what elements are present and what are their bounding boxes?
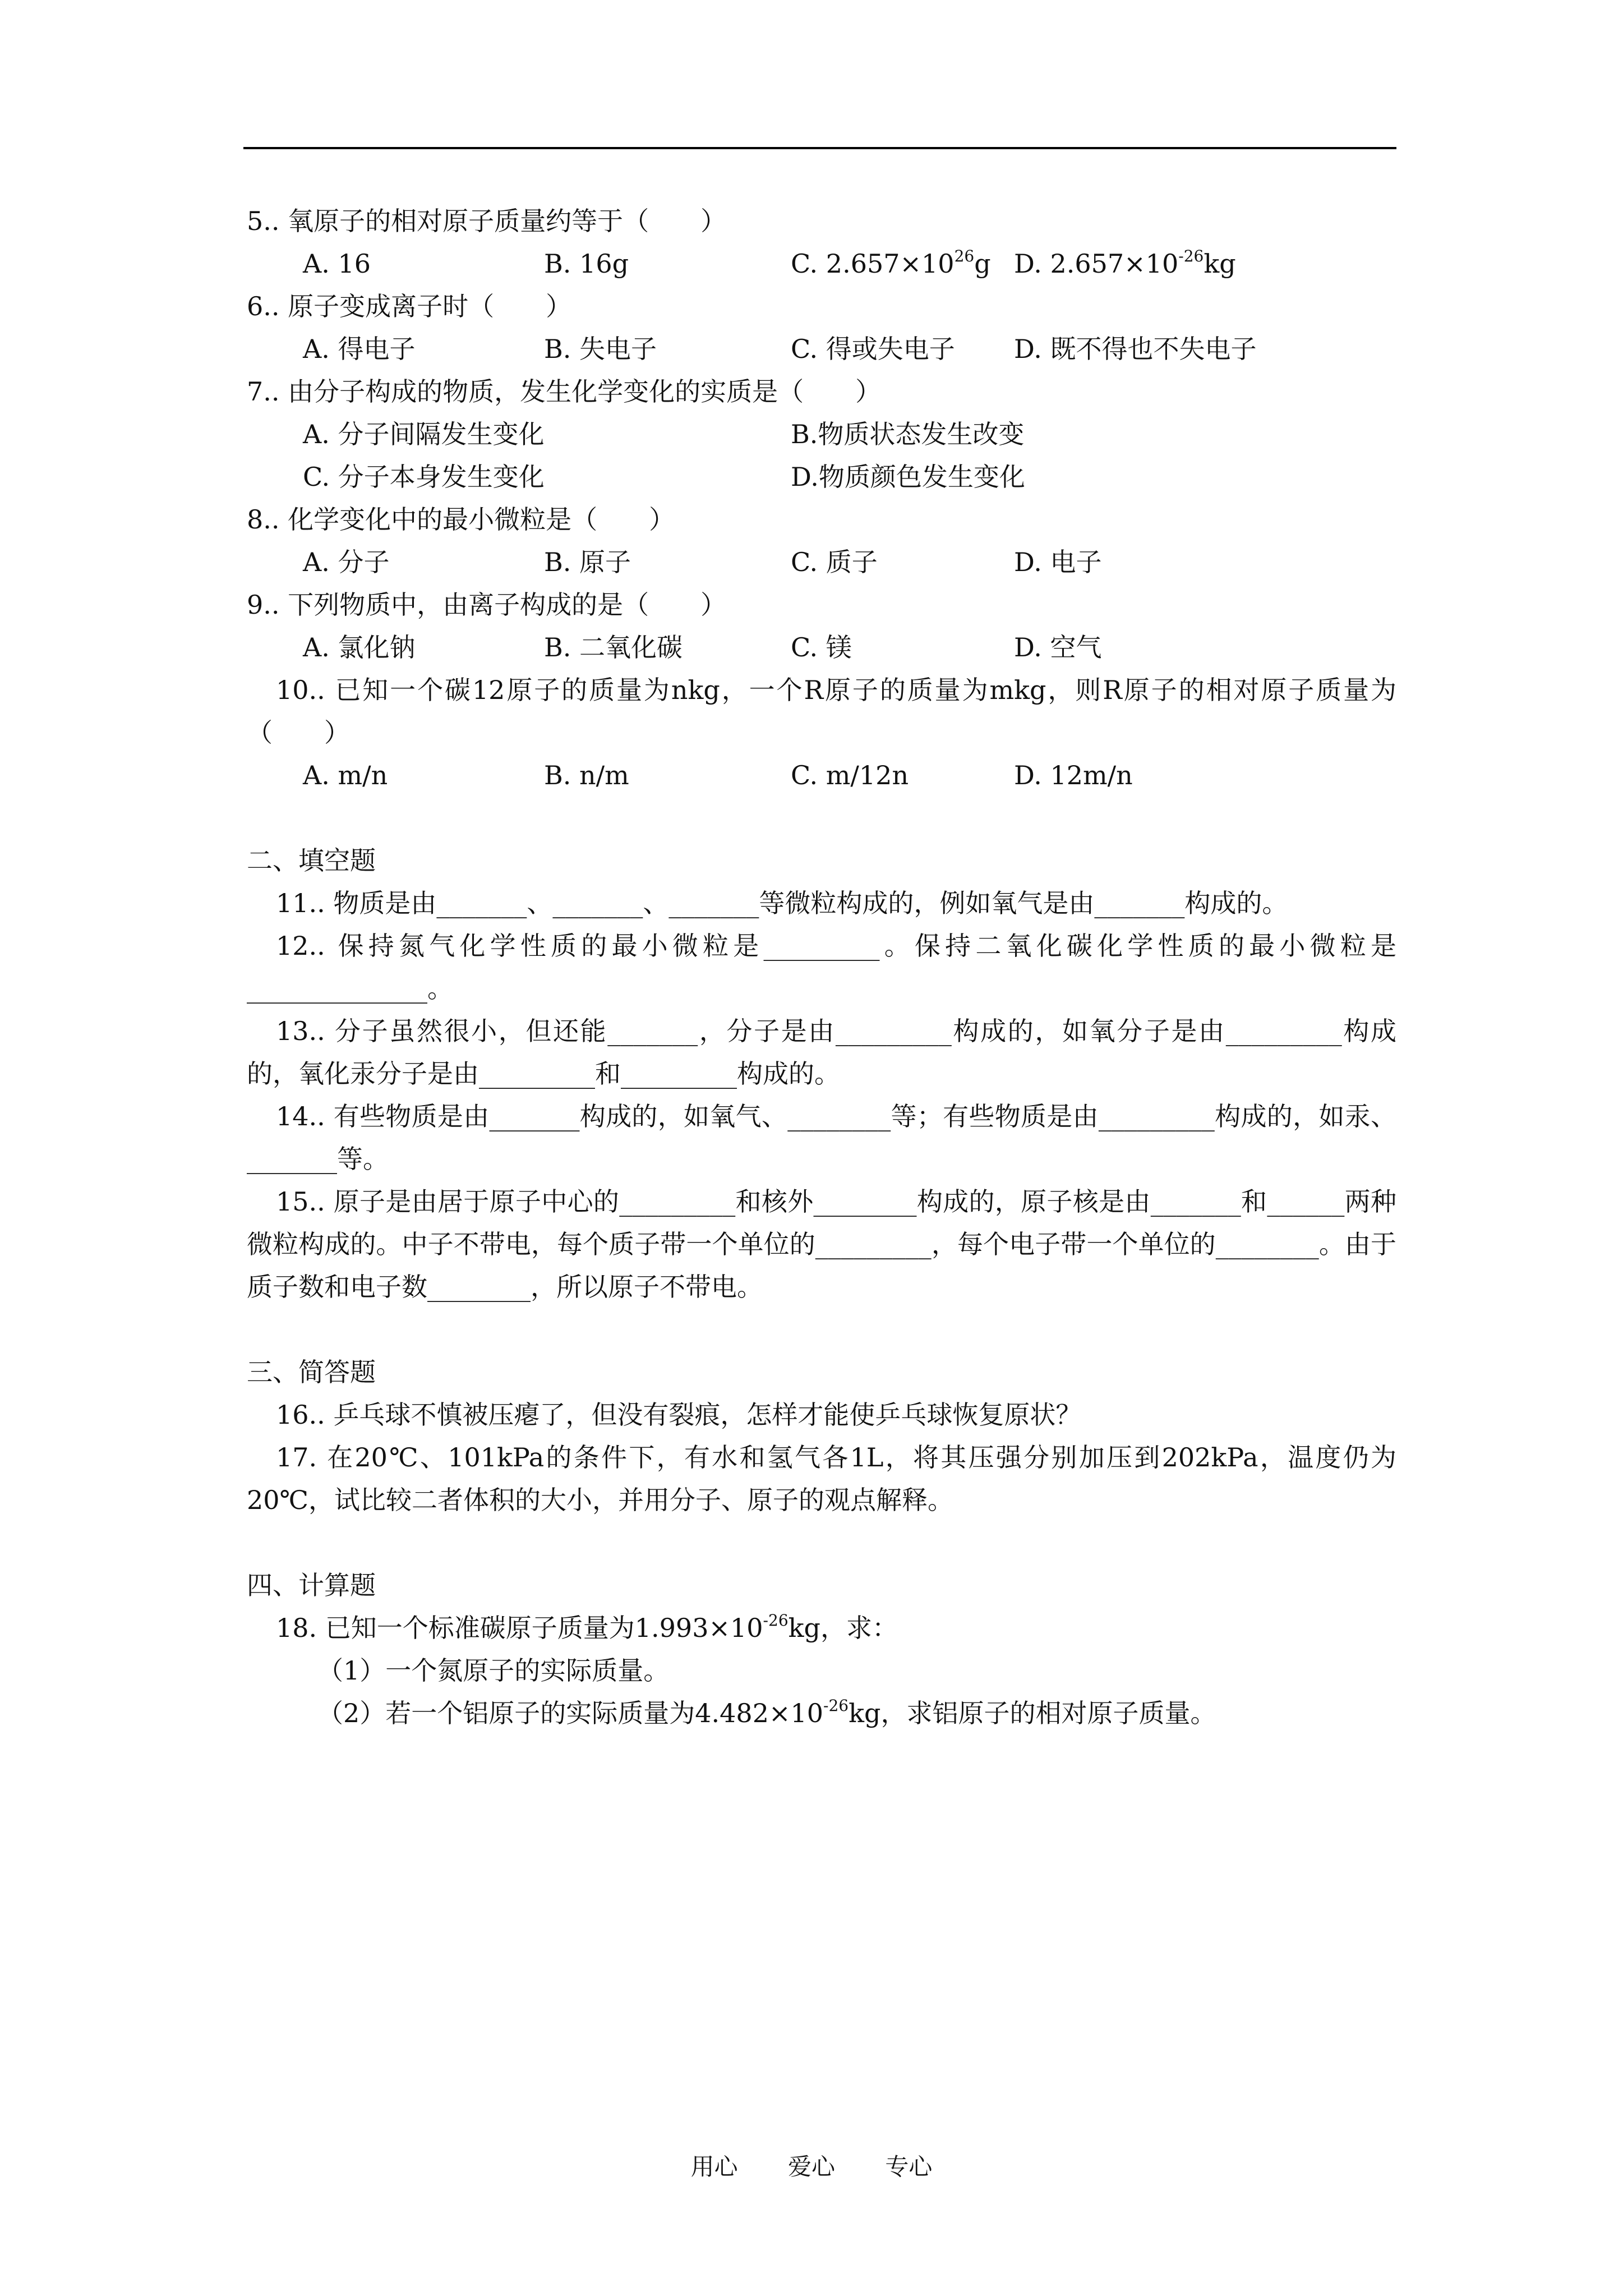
question-16: 16.. 乒乓球不慎被压瘪了，但没有裂痕，怎样才能使乒乓球恢复原状？ [276, 1400, 1082, 1430]
q10-option-b: B. n/m [544, 760, 629, 790]
question-6-stem: 6.. 原子变成离子时（ ） [247, 291, 572, 321]
q9-option-c: C. 镁 [791, 632, 852, 662]
question-12: 12.. 保持氮气化学性质的最小微粒是_________。保持二氧化碳化学性质的最小微粒是______________。 [247, 931, 1396, 1004]
question-10-options [247, 754, 1396, 797]
q8-option-a: A. 分子 [303, 547, 390, 577]
q6-option-d: D. 既不得也不失电子 [1014, 334, 1257, 364]
q8-option-c: C. 质子 [791, 547, 878, 577]
question-13: 13.. 分子虽然很小，但还能_______，分子是由_________构成的，如氧分子是由_________构成的，氧化汞分子是由_________和_________构成的。 [247, 1016, 1396, 1089]
q7-option-a: A. 分子间隔发生变化 [303, 419, 545, 449]
q9-option-d: D. 空气 [1014, 632, 1102, 662]
question-7-options-row1 [247, 413, 1396, 455]
q9-option-a: A. 氯化钠 [303, 632, 416, 662]
q5-option-b: B. 16g [544, 249, 629, 279]
footer-word-1: 用心 [690, 2153, 738, 2180]
question-15: 15.. 原子是由居于原子中心的_________和核外________构成的，原子核是由_______和______两种微粒构成的。中子不带电，每个质子带一个单位的_________，每个电子带一个单位的________。由于质子数和电子数________，所以原子不带电。 [247, 1186, 1396, 1302]
question-7-options-row2 [247, 455, 1396, 498]
question-8-options [247, 541, 1396, 583]
question-18-part-1: （1）一个氮原子的实际质量。 [317, 1655, 670, 1686]
q6-option-b: B. 失电子 [544, 334, 657, 364]
q5-option-a: A. 16 [303, 249, 371, 279]
section-4-title: 四、计算题 [247, 1570, 376, 1600]
q10-option-d: D. 12m/n [1014, 760, 1133, 790]
question-18-stem: 18. 已知一个标准碳原子质量为$1.993\times 10^{-26}kg$，求： [276, 1611, 898, 1643]
question-8-stem: 8.. 化学变化中的最小微粒是（ ） [247, 504, 675, 535]
footer-word-3: 专心 [885, 2153, 933, 2180]
q9-option-b: B. 二氧化碳 [544, 632, 683, 662]
question-17: 17. 在20℃、101kPa的条件下，有水和氢气各1L，将其压强分别加压到202kPa，温度仍为20℃，试比较二者体积的大小，并用分子、原子的观点解释。 [247, 1442, 1396, 1515]
header-rule [243, 147, 1396, 149]
question-11: 11.. 物质是由_______、_______、_______等微粒构成的，例如氧气是由_______构成的。 [276, 888, 1288, 918]
question-9-options [247, 626, 1396, 669]
footer-word-2: 爱心 [787, 2153, 835, 2180]
q5-option-d: D. $2.657\times 10^{-26}kg$ [1014, 246, 1236, 279]
section-2-title: 二、填空题 [247, 845, 376, 876]
page-footer [0, 2148, 1623, 2182]
q10-option-a: A. m/n [303, 760, 388, 790]
question-7-stem: 7.. 由分子构成的物质，发生化学变化的实质是（ ） [247, 376, 882, 407]
q5-option-c: C. $2.657\times 10^{26}g$ [791, 246, 991, 279]
q6-option-a: A. 得电子 [303, 334, 416, 364]
section-3-title: 三、简答题 [247, 1357, 376, 1387]
q10-option-c: C. m/12n [791, 760, 909, 790]
question-10-stem: 10.. 已知一个碳12原子的质量为nkg，一个R原子的质量为mkg，则R原子的相对原子质量为（ ） [247, 675, 1396, 748]
question-9-stem: 9.. 下列物质中，由离子构成的是（ ） [247, 590, 727, 620]
question-14: 14.. 有些物质是由_______构成的，如氧气、________等；有些物质是由_________构成的，如汞、_______等。 [247, 1101, 1396, 1174]
q8-option-d: D. 电子 [1014, 547, 1102, 577]
worksheet-content [247, 200, 1396, 1734]
q7-option-b: B.物质状态发生改变 [791, 419, 1025, 449]
q7-option-c: C. 分子本身发生变化 [303, 462, 545, 492]
q6-option-c: C. 得或失电子 [791, 334, 955, 364]
question-5-options [247, 242, 1396, 285]
q7-option-d: D.物质颜色发生变化 [791, 462, 1025, 492]
q8-option-b: B. 原子 [544, 547, 631, 577]
question-6-options [247, 328, 1396, 370]
question-18-part-2: （2）若一个铝原子的实际质量为$4.482\times 10^{-26}kg$，求铝原子的相对原子质量。 [317, 1696, 1216, 1728]
question-5-stem: 5.. 氧原子的相对原子质量约等于（ ） [247, 206, 727, 236]
